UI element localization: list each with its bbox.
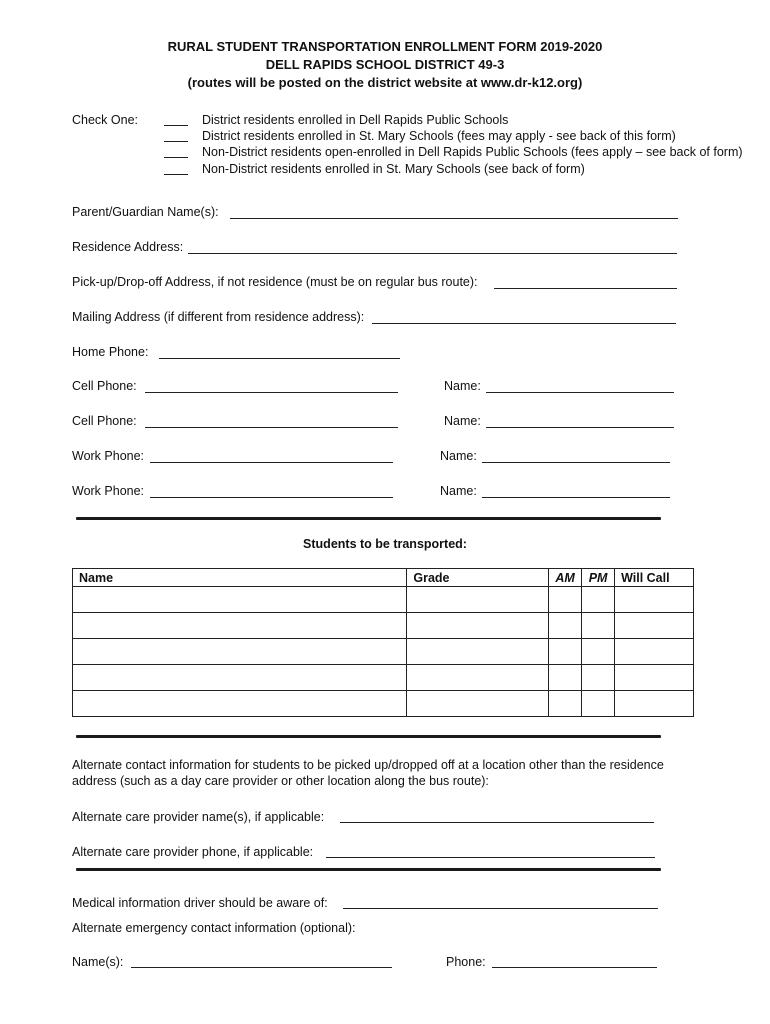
check-option-1: District residents enrolled in Dell Rapids Public Schools (202, 113, 509, 127)
am-cell[interactable] (549, 587, 582, 613)
student-name-cell[interactable] (73, 665, 407, 691)
cell-name-2-label: Name: (444, 414, 481, 428)
work-phone-2-field[interactable] (150, 497, 393, 498)
am-cell[interactable] (549, 639, 582, 665)
residence-address-field[interactable] (188, 253, 677, 254)
col-pm-header: PM (582, 569, 615, 587)
grade-cell[interactable] (407, 613, 549, 639)
grade-cell[interactable] (407, 665, 549, 691)
work-name-2-label: Name: (440, 484, 477, 498)
check-option-4: Non-District residents enrolled in St. Mary Schools (see back of form) (202, 162, 585, 176)
pickup-dropoff-label: Pick-up/Drop-off Address, if not residence (must be on regular bus route): (72, 275, 478, 289)
form-title: RURAL STUDENT TRANSPORTATION ENROLLMENT FORM 2019-2020 (167, 39, 603, 54)
work-phone-1-label: Work Phone: (72, 449, 145, 463)
cell-name-1-label: Name: (444, 379, 481, 393)
am-cell[interactable] (549, 613, 582, 639)
cell-phone-2-label: Cell Phone: (72, 414, 137, 428)
check-blank-4[interactable] (164, 174, 188, 175)
check-one-label: Check One: (72, 113, 139, 127)
emergency-phone-label: Phone: (446, 955, 486, 969)
pm-cell[interactable] (582, 587, 615, 613)
table-row (73, 587, 694, 613)
table-row (73, 639, 694, 665)
will-call-cell[interactable] (615, 665, 694, 691)
cell-phone-1-label: Cell Phone: (72, 379, 137, 393)
provider-phone-label: Alternate care provider phone, if applicable: (72, 845, 314, 859)
parent-guardian-label: Parent/Guardian Name(s): (72, 205, 219, 219)
pm-cell[interactable] (582, 639, 615, 665)
cell-phone-2-field[interactable] (145, 427, 398, 428)
col-am-header: AM (549, 569, 582, 587)
provider-phone-field[interactable] (326, 857, 655, 858)
col-will-call-header: Will Call (615, 569, 694, 587)
work-name-2-field[interactable] (482, 497, 670, 498)
section-divider-2 (76, 735, 661, 738)
work-name-1-label: Name: (440, 449, 477, 463)
check-blank-2[interactable] (164, 141, 188, 142)
cell-name-2-field[interactable] (486, 427, 674, 428)
provider-names-field[interactable] (340, 822, 654, 823)
will-call-cell[interactable] (615, 639, 694, 665)
emergency-names-field[interactable] (131, 967, 392, 968)
pickup-dropoff-field[interactable] (494, 288, 677, 289)
work-name-1-field[interactable] (482, 462, 670, 463)
pm-cell[interactable] (582, 665, 615, 691)
cell-name-1-field[interactable] (486, 392, 674, 393)
pm-cell[interactable] (582, 613, 615, 639)
grade-cell[interactable] (407, 587, 549, 613)
alternate-intro-line-2: address (such as a day care provider or other location along the bus route): (72, 774, 489, 788)
check-option-2: District residents enrolled in St. Mary Schools (fees may apply - see back of this form) (202, 129, 676, 143)
mailing-address-field[interactable] (372, 323, 676, 324)
col-name-header: Name (73, 569, 407, 587)
table-row (73, 665, 694, 691)
routes-note: (routes will be posted on the district website at www.dr-k12.org) (187, 75, 583, 90)
work-phone-1-field[interactable] (150, 462, 393, 463)
alternate-intro-line-1: Alternate contact information for students to be picked up/dropped off at a location other than the residence (72, 758, 664, 772)
check-blank-3[interactable] (164, 157, 188, 158)
students-table (72, 568, 694, 717)
check-option-3: Non-District residents open-enrolled in Dell Rapids Public Schools (fees apply – see back of form) (202, 145, 743, 159)
table-row (73, 613, 694, 639)
home-phone-label: Home Phone: (72, 345, 149, 359)
student-name-cell[interactable] (73, 587, 407, 613)
provider-names-label: Alternate care provider name(s), if applicable: (72, 810, 325, 824)
mailing-address-label: Mailing Address (if different from residence address): (72, 310, 365, 324)
residence-address-label: Residence Address: (72, 240, 184, 254)
student-name-cell[interactable] (73, 613, 407, 639)
am-cell[interactable] (549, 665, 582, 691)
will-call-cell[interactable] (615, 613, 694, 639)
emergency-names-label: Name(s): (72, 955, 124, 969)
table-row (73, 691, 694, 717)
home-phone-field[interactable] (159, 358, 400, 359)
students-header-row (73, 569, 694, 587)
will-call-cell[interactable] (615, 691, 694, 717)
work-phone-2-label: Work Phone: (72, 484, 145, 498)
pm-cell[interactable] (582, 691, 615, 717)
section-divider-1 (76, 517, 661, 520)
medical-info-label: Medical information driver should be aware of: (72, 896, 328, 910)
student-name-cell[interactable] (73, 639, 407, 665)
parent-guardian-field[interactable] (230, 218, 678, 219)
cell-phone-1-field[interactable] (145, 392, 398, 393)
am-cell[interactable] (549, 691, 582, 717)
emergency-contact-label: Alternate emergency contact information (optional): (72, 921, 356, 935)
district-name: DELL RAPIDS SCHOOL DISTRICT 49-3 (265, 57, 505, 72)
col-grade-header: Grade (407, 569, 549, 587)
medical-info-field[interactable] (343, 908, 658, 909)
emergency-phone-field[interactable] (492, 967, 657, 968)
section-divider-3 (76, 868, 661, 871)
students-title: Students to be transported: (303, 537, 467, 551)
grade-cell[interactable] (407, 691, 549, 717)
student-name-cell[interactable] (73, 691, 407, 717)
will-call-cell[interactable] (615, 587, 694, 613)
check-blank-1[interactable] (164, 125, 188, 126)
grade-cell[interactable] (407, 639, 549, 665)
